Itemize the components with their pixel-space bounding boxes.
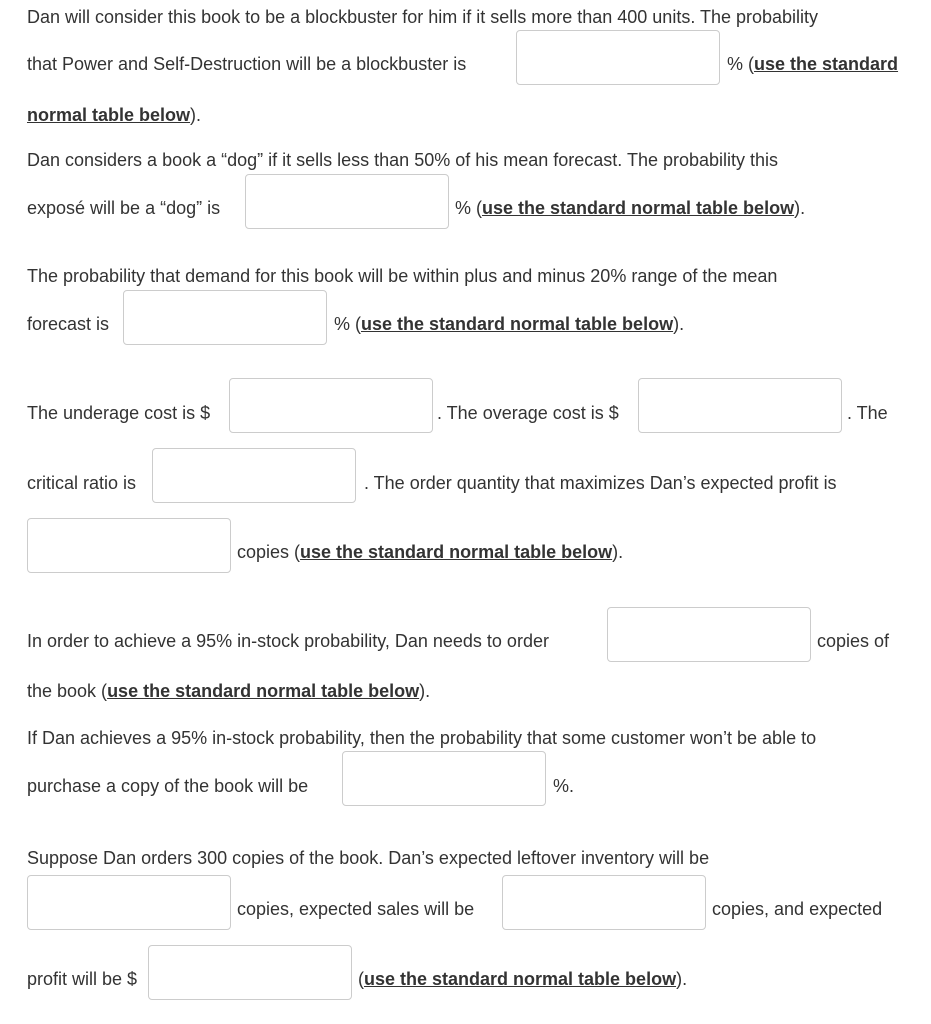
optimal-order-quantity-input[interactable] — [27, 518, 231, 573]
profit-suffix: (use the standard normal table below). — [358, 969, 688, 989]
normal-table-link[interactable]: use the standard normal table below — [300, 542, 613, 562]
dog-pct-suffix: % (use the standard normal table below). — [455, 198, 806, 218]
blockbuster-probability-input[interactable] — [516, 30, 720, 85]
instock-question-line2: the book (use the standard normal table below). — [27, 681, 431, 701]
range-pct-suffix: % (use the standard normal table below). — [334, 314, 685, 334]
expected-sales-input[interactable] — [502, 875, 706, 930]
the-text: . The — [847, 403, 888, 423]
expected-profit-input[interactable] — [148, 945, 352, 1000]
expected-leftover-input[interactable] — [27, 875, 231, 930]
critical-ratio-label: critical ratio is — [27, 473, 137, 493]
order-quantity-label: . The order quantity that maximizes Dan’s expected profit is — [364, 473, 837, 493]
underage-cost-input[interactable] — [229, 378, 433, 433]
blockbuster-pct-suffix: % (use the standard — [727, 54, 899, 74]
instock-order-quantity-input[interactable] — [607, 607, 811, 662]
overage-cost-input[interactable] — [638, 378, 842, 433]
overage-cost-label: . The overage cost is $ — [437, 403, 619, 423]
normal-table-link[interactable]: use the standard normal table below — [107, 681, 420, 701]
stockout-question-line2: purchase a copy of the book will be — [27, 776, 309, 796]
stockout-pct-suffix: %. — [553, 776, 575, 796]
dog-question-line2: exposé will be a “dog” is — [27, 198, 221, 218]
copies-expected-sales-text: copies, expected sales will be — [237, 899, 475, 919]
order300-question-line1: Suppose Dan orders 300 copies of the book. Dan’s expected leftover inventory will be — [27, 848, 710, 868]
dog-question-line1: Dan considers a book a “dog” if it sells less than 50% of his mean forecast. The probability this — [27, 150, 779, 170]
normal-table-link[interactable]: normal table below — [27, 105, 191, 125]
underage-cost-label: The underage cost is $ — [27, 403, 211, 423]
range-question-line1: The probability that demand for this book will be within plus and minus 20% range of the mean — [27, 266, 778, 286]
dog-probability-input[interactable] — [245, 174, 449, 229]
normal-table-link[interactable]: use the standard normal table below — [361, 314, 674, 334]
normal-table-link[interactable]: use the standard normal table below — [364, 969, 677, 989]
copies-and-expected-text: copies, and expected — [712, 899, 883, 919]
copies-of-text: copies of — [817, 631, 890, 651]
range-question-line2: forecast is — [27, 314, 110, 334]
blockbuster-question-line1: Dan will consider this book to be a blockbuster for him if it sells more than 400 units. The probability — [27, 7, 819, 27]
profit-label: profit will be $ — [27, 969, 138, 989]
normal-table-link[interactable]: use the standard — [754, 54, 899, 74]
normal-table-link[interactable]: use the standard normal table below — [482, 198, 795, 218]
blockbuster-link-continuation: normal table below). — [27, 105, 202, 125]
order-quantity-suffix: copies (use the standard normal table below). — [237, 542, 624, 562]
range-probability-input[interactable] — [123, 290, 327, 345]
blockbuster-question-line2: that Power and Self-Destruction will be a blockbuster is — [27, 54, 467, 74]
instock-question-line1: In order to achieve a 95% in-stock probability, Dan needs to order — [27, 631, 549, 651]
stockout-question-line1: If Dan achieves a 95% in-stock probability, then the probability that some customer won’t be able to — [27, 728, 817, 748]
stockout-probability-input[interactable] — [342, 751, 546, 806]
critical-ratio-input[interactable] — [152, 448, 356, 503]
